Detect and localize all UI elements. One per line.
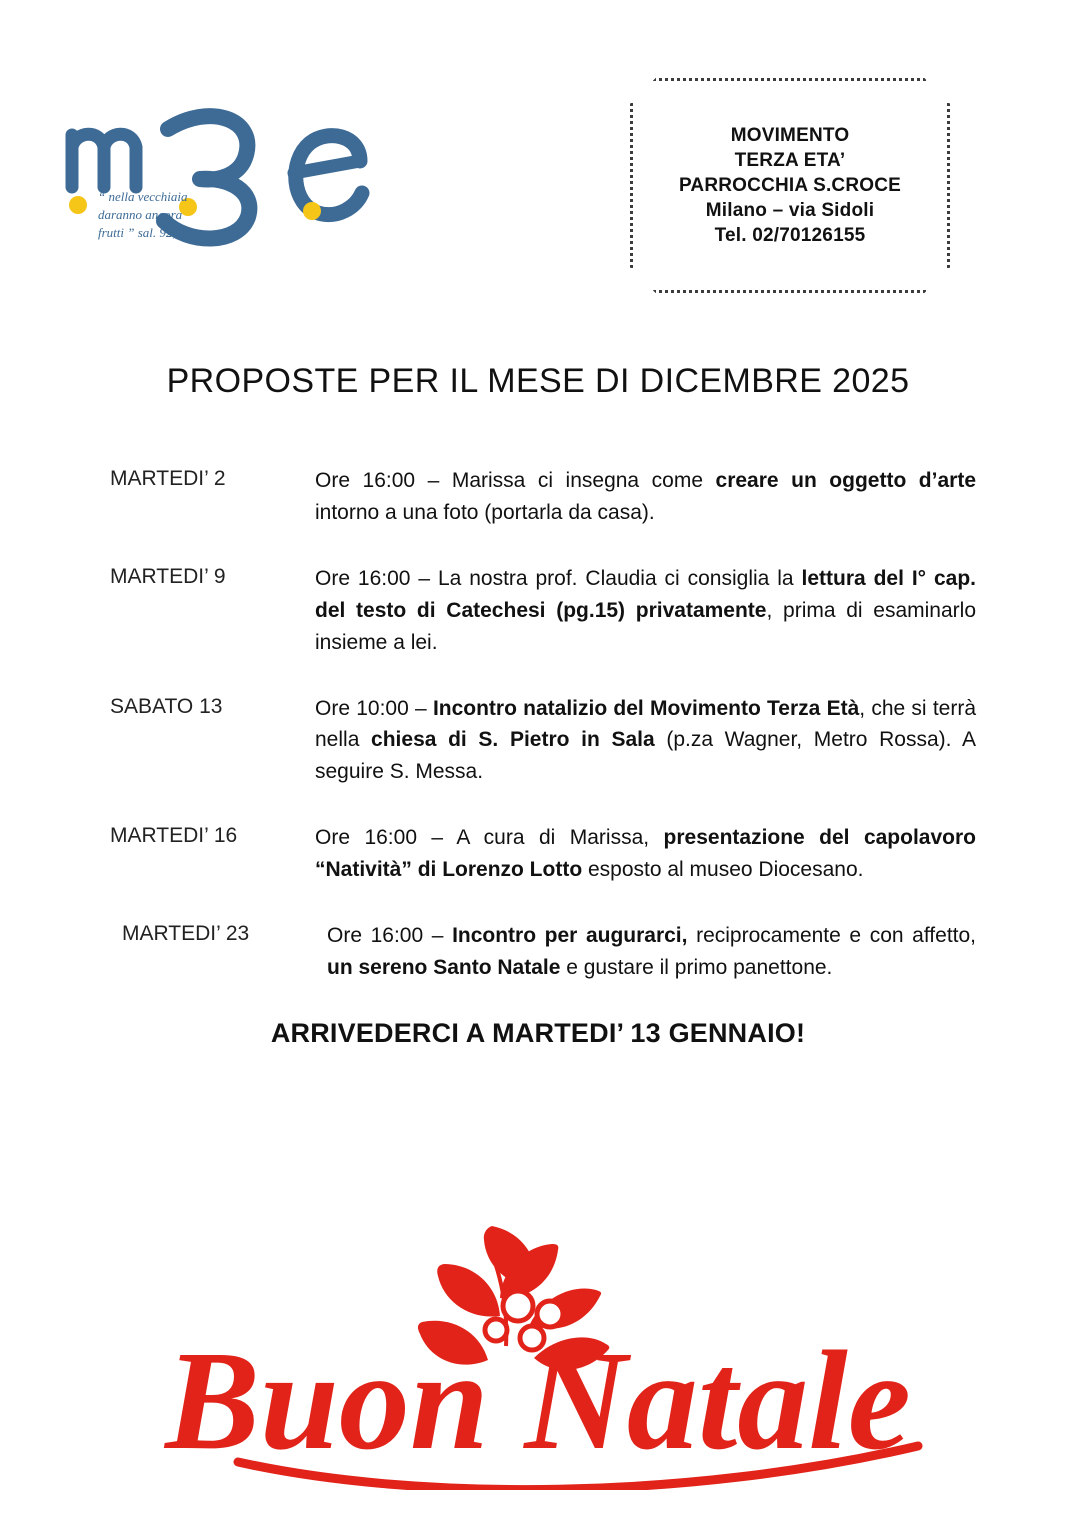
program-entry <box>110 693 976 789</box>
program-entry-description <box>315 822 976 886</box>
buon-natale-artwork <box>0 1210 1076 1500</box>
plain-text: e gustare il primo panettone. <box>560 955 833 979</box>
m3e-logo <box>60 95 390 255</box>
plain-text: , prima di esaminarlo insieme a lei. <box>315 598 977 654</box>
program-entry <box>110 563 976 659</box>
program-entry-day: SABATO 13 <box>110 694 223 718</box>
closing-note: ARRIVEDERCI A MARTEDI’ 13 GENNAIO! <box>270 1017 806 1048</box>
emphasis-text: Incontro per augurarci, <box>452 924 688 948</box>
document-header <box>0 0 1076 310</box>
svg-text:frutti ” sal. 92,15: frutti ” sal. 92,15 <box>98 225 189 240</box>
emphasis-text: presentazione del capolavoro “Natività” di Lorenzo Lotto <box>315 826 976 882</box>
svg-text:daranno ancora: daranno ancora <box>98 207 183 222</box>
stamp-line-4: Milano – via Sidoli <box>705 199 875 221</box>
program-list <box>0 465 1076 984</box>
emphasis-text: creare un oggetto d’arte <box>715 469 976 492</box>
svg-text:“ nella vecchiaia: “ nella vecchiaia <box>98 189 188 204</box>
plain-text: Ore 16:00 – A cura di Marissa, <box>315 826 664 850</box>
buon-natale-text: Buon Natale <box>165 1321 911 1479</box>
plain-text: , che si terrà nella <box>315 696 976 752</box>
plain-text: Ore 16:00 – Marissa ci insegna come <box>315 469 716 492</box>
emphasis-text: Incontro natalizio del Movimento Terza Età <box>432 696 860 720</box>
program-entry <box>110 920 976 984</box>
program-entry-day: MARTEDI’ 16 <box>110 824 238 848</box>
stamp-line-5: Tel. 02/70126155 <box>714 224 866 246</box>
program-entry-description <box>315 563 976 659</box>
organization-stamp <box>630 78 950 293</box>
program-entry-description <box>327 920 976 984</box>
plain-text: esposto al museo Diocesano. <box>582 858 864 882</box>
stamp-line-3: PARROCCHIA S.CROCE <box>678 174 902 196</box>
emphasis-text: un sereno Santo Natale <box>327 955 561 979</box>
stamp-line-2: TERZA ETA’ <box>734 149 846 171</box>
program-entry-day: MARTEDI’ 9 <box>110 564 226 588</box>
plain-text: (p.za Wagner, Metro Rossa). A seguire S. Messa. <box>315 728 976 784</box>
plain-text: Ore 10:00 – <box>315 696 433 720</box>
program-entry <box>110 465 976 529</box>
program-entry-description <box>315 465 976 529</box>
program-entry <box>110 822 976 886</box>
program-entry-day: MARTEDI’ 2 <box>110 467 226 490</box>
page-title: PROPOSTE PER IL MESE DI DICEMBRE 2025 <box>166 362 910 400</box>
stamp-line-1: MOVIMENTO <box>730 124 850 146</box>
plain-text: Ore 16:00 – <box>327 924 453 948</box>
plain-text: reciprocamente e con affetto, <box>687 924 977 948</box>
plain-text: intorno a una foto (portarla da casa). <box>315 500 655 524</box>
program-entry-day: MARTEDI’ 23 <box>122 922 250 946</box>
plain-text: Ore 16:00 – La nostra prof. Claudia ci consiglia la <box>315 566 802 590</box>
emphasis-text: lettura del I° cap. del testo di Catechesi (pg.15) privatamente <box>315 566 976 622</box>
emphasis-text: chiesa di S. Pietro in Sala <box>371 728 655 752</box>
program-entry-description <box>315 693 976 789</box>
